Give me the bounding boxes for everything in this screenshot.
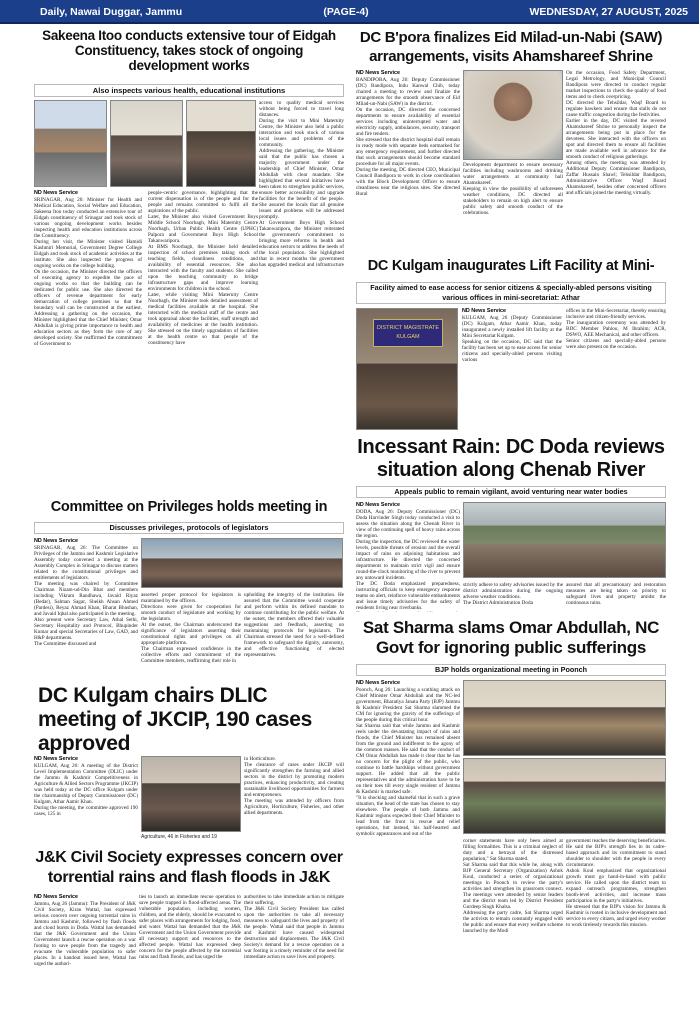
body-text: Development department to ensure necessary facilities including washrooms and drinking water arrangements at community hall Ahamshareef. Keeping in view the possibility of unforeseen weather conditions, DC directed all stakeholders to remain on high alert to ensure public safety and smooth conduct of the celebrations.: [463, 162, 563, 216]
b4-column-1: [356, 680, 460, 1024]
headline: Incessant Rain: DC Doda reviews situation along Chenab River: [357, 436, 665, 481]
issue-date: WEDNESDAY, 27 AUGUST, 2025: [529, 6, 688, 18]
body-text: access to quality medical services without being forced to travel long distances. During the visit to Mini Maternity Centre, the Minister also held a public interaction and took stock of various local issues and problems of the community. Addressing the gathering, the Minister said that the public has chosen a majority government under the leadership of Chief Minister, Omar Abdullah with clear mandate. She highlighted that several initiatives have been taken to strengthen public services, ensure better accessibility and upgrade facilities for the benefit of the people. She assured the locals that all genuine issues and problems will be addressed promptly. At Government Boys High School Takanwaripora, the Minister reiterated the government's commitment to bringing more reforms in health and education sectors to address the needs of the local population. She highlighted that in recent months the government has upgraded medical and infrastructure: [259, 100, 344, 268]
a1-column-2: [148, 190, 258, 478]
news-source: ND News Service: [356, 70, 401, 76]
headline: DC Kulgam inaugurates Lift Facility at Mini-: [367, 258, 655, 274]
body-text: in Horticulture. The clearance of cases under JKCIP will significantly strengthen the farming and allied sectors in the district by promoting modern practices, enhancing productivity, and creating sustainable livelihood opportunities for farmers and entrepreneurs. The meeting was attended by officers from Agriculture, Horticulture, Fisheries, and other allied departments.: [244, 756, 344, 816]
b3-column-1: [356, 502, 460, 612]
body-text: Jammu, Aug 26 (Jammu): The President of J&K Civil Society, Kiran Wattal, has expressed serious concern over ongoing torrential rains in Jammu and Kashmir, followed by flash floods and cloud bursts in Doda. Wattal has demanded that the J&K Government and the Union Government launch a rescue operation on a war footing to save people from the tragedy and evacuate the vulnerable population to safer places. In a handout issued here, Wattal has urged the authori-: [34, 901, 136, 967]
body-text: people-centric governance, highlighting that the current dispensation is of the people and for the people and remains committed to fulfil all the aspirations of the public. Later, the Minister also visited Government Boys Middle School Noorbagh, Mini Maternity Centre Noorbagh, Urban Public Health Centre (UPHC) Palpora and Government Boys High School Takanwaripora. At BMS Noorbagh, the Minister held detailed inspection of school premises taking stock of teaching fields, cleanliness conditions, and availability of essential resources. She also interacted with the faculty and students. She called upon the teaching community to bridge infrastructure gaps and improve learning environments for children in the school. Later, while visiting Mini Maternity Centre Noorbagh, the Minister took detailed assessment of medical facilities available at the hospital. She interacted with the medical staff of the centre and took appraisal about the facilities, staff strength and availability of medicines at the health institution. She stressed on the timely upgradation of facilities at the health centre so that people of the constituency have: [148, 190, 258, 346]
body-text: On the occasion, Food Safety Department, Legal Metrology, and Municipal Council Bandipora were directed to conduct regular market inspections to check the quality of food items and to check overpricing. DC directed the Tehsildar, Waqf Board to regulate hawkers and ensure that stalls do not cause traffic congestion during the festivities. Earlier in the day, DC visited the revered Ahamshareef Shrine to personally inspect the arrangements being put in place for the devotees. She interacted with the officers on spot and directed them to ensure all facilities are made available well in advance for the smooth conduct of religious gatherings. Among others, the meeting was attended by Additional Deputy Commissioner Bandipora, Zaffar Hussain Shawl; Tehsildar Bandipora, Administrative Officer Waqf Board Ahamshareef, besides other concerned officers and officials joined the meeting virtually.: [566, 70, 666, 196]
headline: J&K Civil Society expresses concern over torrential rains and flash floods in J&K: [35, 849, 343, 886]
a3-column-3: [244, 756, 344, 842]
news-source: ND News Service: [462, 308, 507, 314]
meeting-photo: [141, 538, 343, 588]
headline: DC Kulgam chairs DLIC meeting of JKCIP, 190 cases approved: [38, 684, 312, 754]
body-text: authorities to take immediate action to mitigate their suffering. The J&K Civil Society President has called upon the authorities to take all necessary measures to safeguard the lives and property of the people. Wattal said that people in Jammu and Kashmir have caused widespread destruction and displacement. The J&K Civil Society's demand for a rescue operation on a war footing is a timely reminder of the need for immediate action to save lives and property.: [244, 894, 344, 960]
news-photo-classroom: [186, 100, 256, 187]
headline: Sat Sharma slams Omar Abdullah, NC Govt for ignoring public sufferings: [362, 618, 660, 657]
news-source: ND News Service: [34, 538, 79, 544]
body-text: KULGAM, Aug 26 (Deputy Commissioner (DC) Kulgam, Athar Aamir Khan, today inaugurated a newly installed lift facility at the Mini Secretariat Kulgam. Speaking on the occasion, DC said that the facility has been set up to ease access for senior citizens and specially-abled persons visiting various: [462, 315, 562, 363]
office-sign: [373, 319, 443, 347]
body-text: asserted proper protocol for legislators is maintained by the officers. Directions were given for cooperation for smooth conduct of legislature and working by the legislators. At the outset, the Chairman underscored the significance of legislators asserting their constitutional rights and privileges on all appropriate platforms. The Chairman expressed confidence in the collective efforts and commitment of the Committee members, reaffirming their role in: [141, 592, 241, 664]
article-eid-milad-arrangements: [356, 28, 666, 248]
body-text: offices in the Mini-Secretariat, thereby ensuring inclusive and citizen-friendly services. The inauguration ceremony was attended by BDC Member Pahloo, M Ibrahim; ACR, DSWO, AEE Mechanical, and other officers. Senior citizens and specially-abled persons were also present on the occasion.: [566, 308, 666, 350]
b1-column-2: [463, 162, 563, 248]
body-text: strictly adhere to safety advisories issued by the district administration during the ongoing adverse weather conditions. The District Administration Doda: [463, 582, 563, 606]
b3-column-3: [566, 582, 666, 612]
a1-column-3: [259, 100, 344, 268]
a4-column-2: [139, 894, 241, 1022]
a4-column-1: [34, 894, 136, 1022]
a1-columns: [34, 190, 259, 478]
bjp-meeting-photo-2: [463, 758, 666, 834]
article-incessant-rain: [356, 436, 666, 612]
news-photo-visit: [110, 100, 183, 187]
body-text: ties to launch an immediate rescue operation to save people trapped in flood-affected areas. The vulnerable population, including women, children, and the elderly, should be evacuated to safer places with arrangements for lodging, food, and water. Wattal has demanded that the J&K Government and the Union Government provide all necessary support and resources to the affected people. Wattal has expressed deep concern for the people affected by the torrential rains and flash floods, and has urged the: [139, 894, 241, 960]
news-photo-building: [34, 100, 107, 187]
body-text: corner statements have only been aimed at filling formalities. This is a criminal neglect of duty and a betrayal of the distressed population," Sat Sharma stated. Sat Sharma said that this while he, along with BJP General Secretary (Organization) Ashok Koul, conducted a series of organizational meetings in Poonch to review the party's activities and strengthen its grassroots connect. The meetings were attended by senior leaders and the district team led by District President Gurdeep Singh Khalsa. Addressing the party cadre, Sat Sharma urged the activists to remain constantly engaged with the public and ensure that every welfare scheme launched by the Modi: [463, 838, 563, 934]
b2-column-1: [462, 308, 562, 430]
subheadline: Discusses privileges, protocols of legislators: [34, 522, 344, 534]
body-text: KULGAM, Aug 26: A meeting of the District Level Implementation Committee (DLIC) under the Jammu & Kashmir Competitiveness in Agriculture & Allied Sectors Programme (JKCIP) was held today at the DC office Kulgam under the chairmanship of Deputy Commissioner (DC) Kulgam, Athar Aamir Khan. During the meeting, the committee approved 190 cases, 125 in: [34, 763, 138, 817]
a2-column-3: [244, 592, 344, 676]
article-lift-facility: [356, 256, 666, 432]
a1-column-1: [34, 190, 142, 478]
subheadline: Facility aimed to ease access for senior citizens & specially-abled persons visiting various offices in mini-secretariat: Athar: [356, 282, 666, 304]
news-source: ND News Service: [356, 502, 401, 508]
article-civil-society: [34, 848, 344, 1024]
sign-line-2: KULGAM: [396, 334, 420, 340]
b3-column-2: [463, 582, 563, 612]
masthead: [0, 0, 699, 24]
b1-column-1: [356, 70, 460, 248]
river-inspection-photo: [463, 502, 666, 578]
paper-name: Daily, Nawai Duggar, Jammu: [40, 6, 183, 18]
article-dlic-meeting: [34, 684, 344, 844]
dc-portrait-photo: [463, 70, 563, 160]
a4-column-3: [244, 894, 344, 1022]
a1-column-3-continued: [259, 268, 344, 478]
body-text: DODA, Aug 26: Deputy Commissioner (DC) Doda Harvinder Singh today conducted a visit to assess the situation along the Chenab River in view of the continuing spell of heavy rains across the region. During the inspection, the DC reviewed the water levels, possible threats of erosion and the overall impact of rains on adjoining habitations and infrastructure. He directed the concerned departments to maintain strict vigil and ensure round-the-clock monitoring of the river to prevent any untoward incidents. The DC Doda emphasized preparedness, instructing officials to keep emergency response teams on alert, reinforce vulnerable embankments and issue timely advisories for the safety of residents living near riverbanks.: [356, 509, 460, 611]
headline: DC B'pora finalizes Eid Milad-un-Nabi (SAW) arrangements, visits Ahamshareef Shrine: [359, 29, 663, 65]
body-text: Poonch, Aug 26: Launching a scathing attack on Chief Minister Omar Abdullah and the NC-led government, Bharatiya Janata Party (BJP) Jammu & Kashmir President Sat Sharma slammed the CM for ignoring the gravity of the sufferings of the people during this critical hour. Sat Sharma said that while Jammu and Kashmir reels under the devastating impact of rains and floods, the Chief Minister has remained absent from the ground and indifferent to the agony of the common masses. He said that the conduct of CM Omar Abdullah has made it clear that he has no concern for the plight of the public, who continue to battle hardships without government support. He added that all the public representatives and the administration have to be on their toes till every single resident of Jammu & Kashmir is marked safe. "It is shocking and shameful that in such a grave situation, the head of the state has chosen to stay elsewhere. The people of both Jammu and Kashmir regions expected their Chief Minister to lead from the front in rescue and relief operations, but instead, his half-hearted and symbolic appearances and out of the: [356, 687, 460, 837]
b1-column-3: [566, 70, 666, 248]
body-text: SRINAGAR, Aug 26: The Committee on Privileges of the Jammu and Kashmir Legislative Assembly today convened a meeting at the Assembly Complex in Srinagar to discuss matters related to the constitutional privileges and entitlements of legislators. The meeting was chaired by Committee Chairman Nizam-ud-Din Bhat and members including Vikram Randhawa, Javaid Riyaz (Bedar), Salman Sagar, Sheikh Ahsan Ahmed (Pardesi), Reyaz Ahmad Khan, Bharat Bhushan, and Javaid Iqbal also participated in the meeting. Also present were Secretary Law, Athal Sethi, Secretary Hospitality and Protocol, Bhupinder Kumar and special Secretaries of Law, GAD, and H&P departments. The Committee discussed and: [34, 545, 138, 647]
news-source: ND News Service: [34, 894, 79, 900]
body-text: SRINAGAR, Aug 26: Minister for Health and Medical Education, Social Welfare and Education, Sakeena Itoo today conducted an extensive tour of Eidgah constituency of Srinagar and took stock of various ongoing development works besides inspecting health and education institutions across the Constituency. During her visit, the Minister visited Hamidi Kashmiri Memorial, Government Degree College Eidgah and took stock of academic activities at the institute. She also inspected the progress of ongoing works on the college building. On the occasion, the Minister directed the officers of executing agency to expedite the pace of ongoing works so that the building can be dedicated for public use. She also directed the officers of revenue department for early demarcation of college premises so that the boundary wall can be constructed at the earliest. Addressing a gathering on the occasion, the Minister highlighted that the Chief Minister, Omar Abdullah is giving prime importance to health and education sectors as they form the core of any developed society. She reaffirmed the commitment of Government to: [34, 197, 142, 347]
page-number: (PAGE-4): [323, 6, 369, 18]
b4-column-2: [463, 838, 563, 1024]
headline: Sakeena Itoo conducts extensive tour of Eidgah Constituency, takes stock of ongoing development works: [42, 28, 336, 72]
a2-column-1: [34, 538, 138, 676]
article-privileges-committee: [34, 498, 344, 678]
body-text: upholding the integrity of the institution. He assured that the Committee would cooperate and perform within its defined mandate to continue contributing for the public welfare. At the outset, the members offered their valuable suggestions and feedback, asserting on maintaining protocols for legislators. The Chairman stressed the need for a well-defined framework to safeguard the dignity, autonomy, and effective functioning of elected representatives.: [244, 592, 344, 658]
photo-caption: Agriculture, 46 in Fisheries and 19: [141, 834, 217, 840]
bjp-meeting-photo-1: [463, 680, 666, 756]
a2-column-2: [141, 592, 241, 676]
subheadline: Appeals public to remain vigilant, avoid venturing near water bodies: [356, 486, 666, 498]
body-text: assured that all precautionary and restoration measures are being taken on priority to safeguard lives and property amidst the continuous rains.: [566, 582, 666, 606]
article-sat-sharma: [356, 618, 666, 1024]
subheadline: BJP holds organizational meeting in Poonch: [356, 664, 666, 676]
b4-column-3: [566, 838, 666, 1024]
dlic-meeting-photo: [141, 756, 241, 832]
headline: Committee on Privileges holds meeting in: [50, 499, 328, 515]
body-text: government reaches the deserving beneficiaries. He said the BJP's strength lies in its cadre-based approach and its commitment to stand shoulder to shoulder with the people in every circumstance. Ashok Koul emphasized that organizational growth must go hand-in-hand with public service. He called upon the district team to expand outreach programmes, strengthen booth-level activities, and increase mass participation in the party's initiatives. He stressed that the BJP's vision for Jammu & Kashmir is rooted in inclusive development and service to every citizen, and urged every worker to work tirelessly towards this mission.: [566, 838, 666, 928]
a3-column-1: [34, 756, 138, 842]
b2-column-2: [566, 308, 666, 430]
news-source: ND News Service: [356, 680, 401, 686]
news-source: ND News Service: [34, 190, 79, 196]
subheadline: Also inspects various health, educational institutions: [34, 84, 344, 97]
inauguration-photo: [356, 308, 458, 430]
news-source: ND News Service: [34, 756, 79, 762]
sign-line-1: DISTRICT MAGISTRATE: [376, 325, 440, 331]
body-text: BANDIPORA, Aug 26: Deputy Commissioner (DC) Bandipora, Indu Kanwal Chib, today chaired a meeting to review and finalize the arrangements for the smooth observance of Eid Milad-un-Nabi (SAW) in the district. On the occasion, DC directed the concerned departments to ensure availability of essential services including uninterrupted water and electricity supply, ambulances, security, transport and fire tenders. She stressed that the district hospital shall remain in ready mode with separate beds earmarked for any emergency requirement, and further directed that such arrangements should become standard procedure for all major events. During the meeting, DC directed CEO, Municipal Council Bandipora to work in close coordination with the Block Development Officer to ensure cleanliness near the religious sites. She directed Rural: [356, 77, 460, 197]
